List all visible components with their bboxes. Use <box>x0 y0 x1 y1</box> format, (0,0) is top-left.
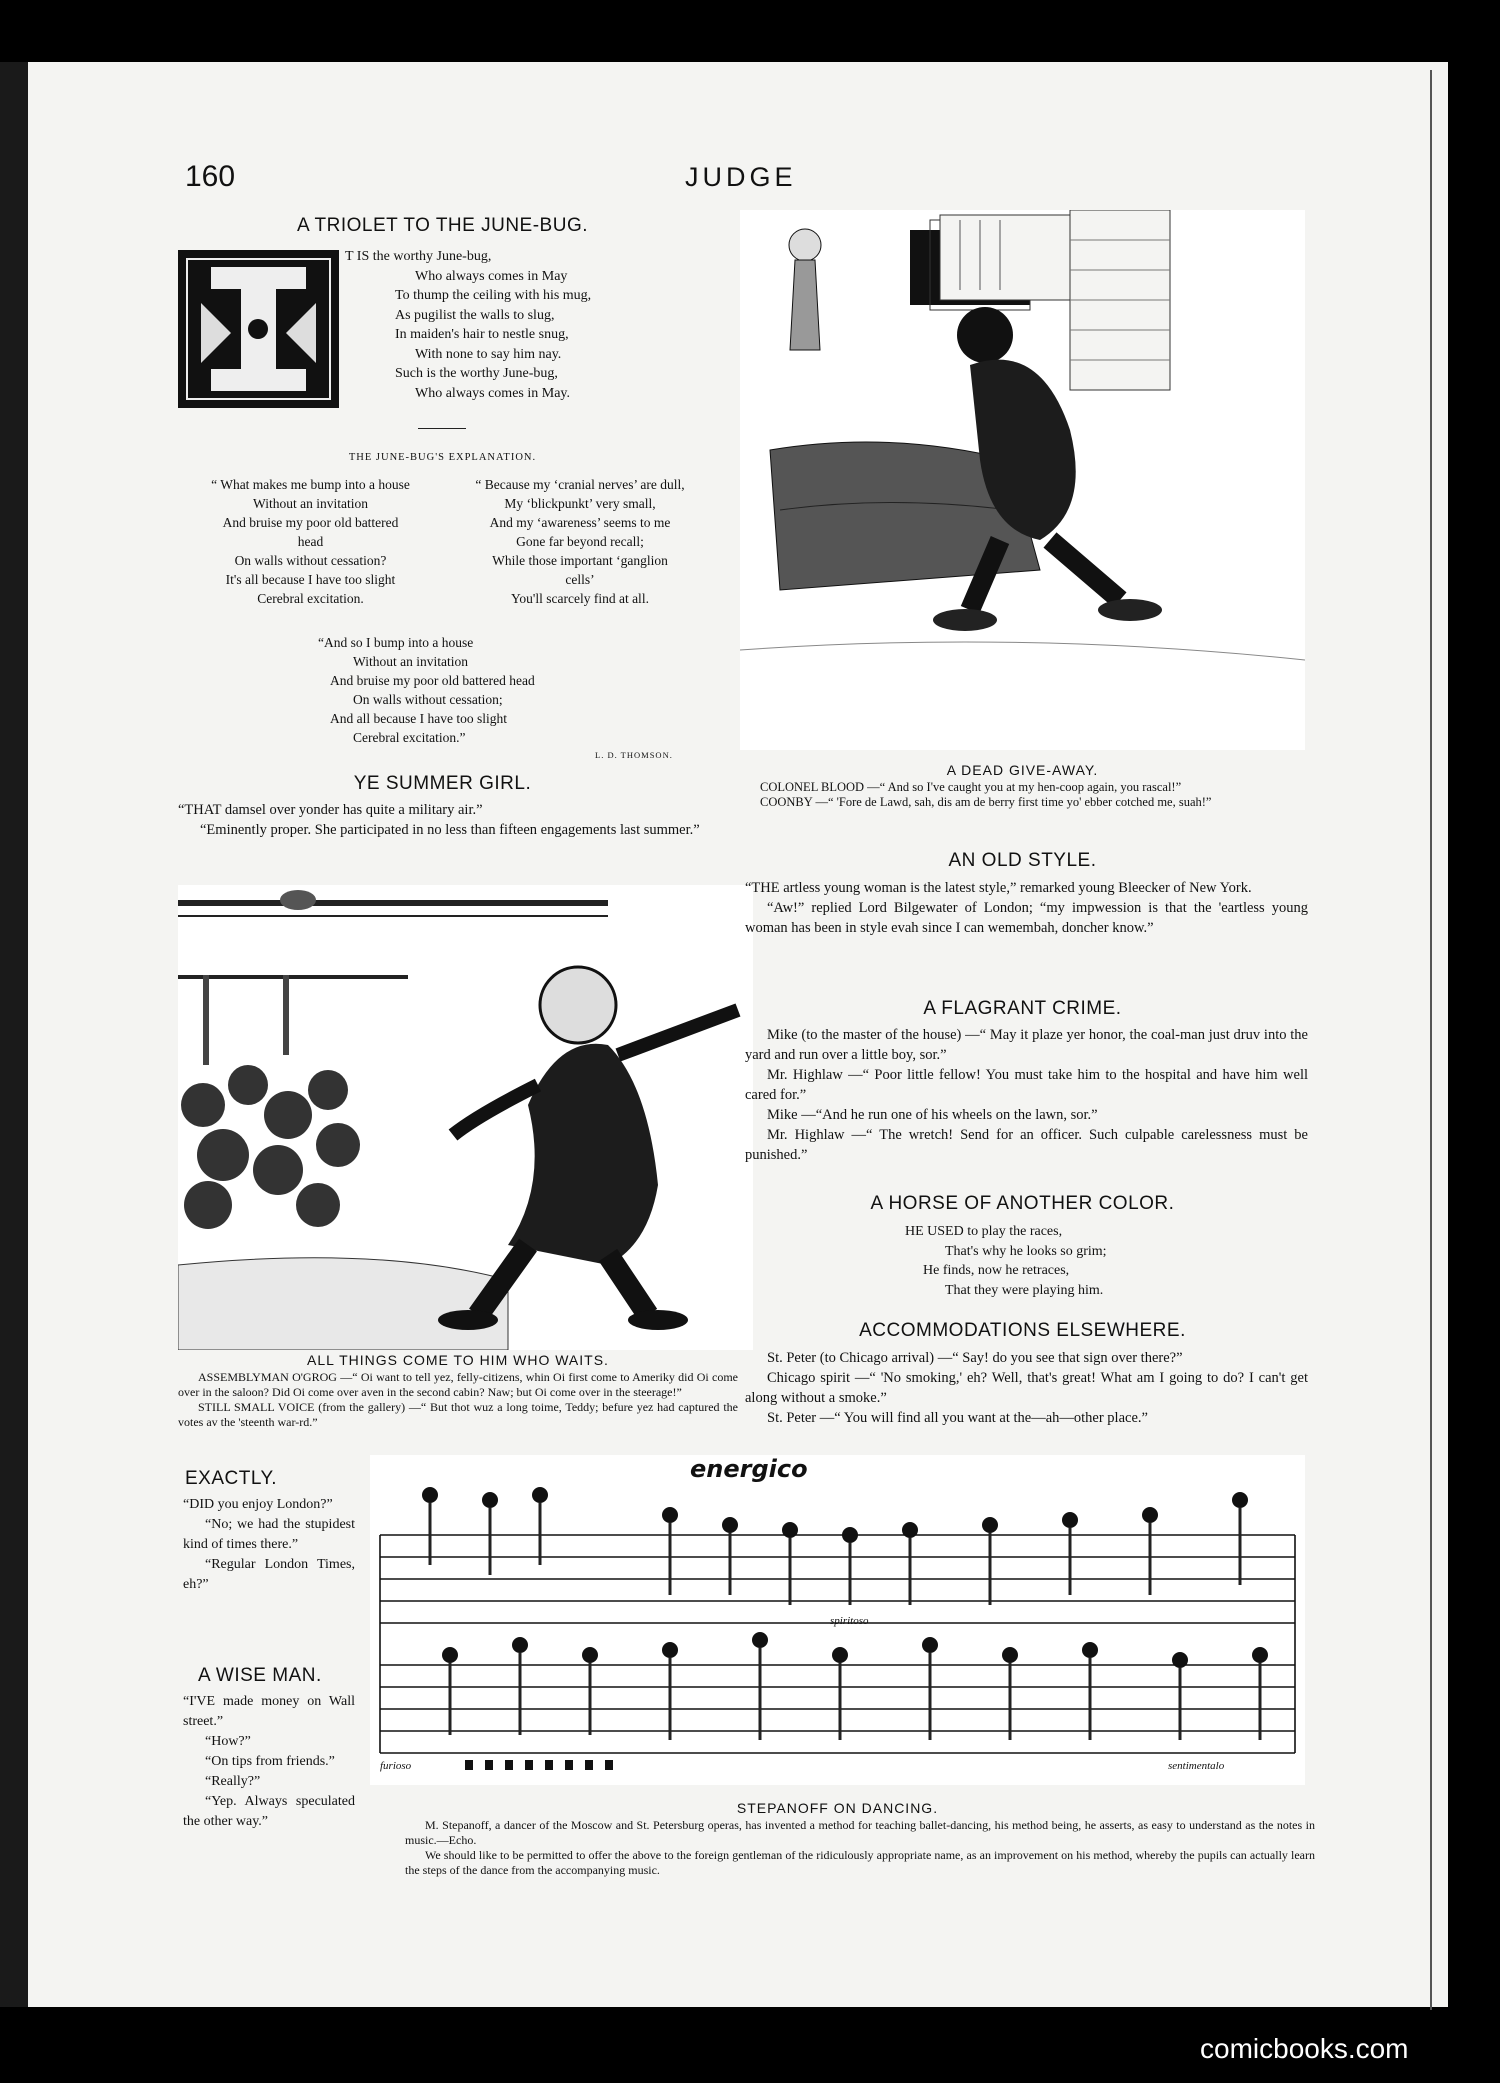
verse-line: On walls without cessation; <box>353 692 503 707</box>
accommodations-title: ACCOMMODATIONS ELSEWHERE. <box>859 1320 1186 1341</box>
verse-line: You'll scarcely find at all. <box>511 591 649 606</box>
caption-dead-giveaway: A DEAD GIVE-AWAY. <box>946 762 1099 778</box>
page-number: 160 <box>185 160 236 193</box>
paragraph: Mr. Highlaw —“ Poor little fellow! You must take him to the hospital and have him well cared for.” <box>745 1067 1308 1103</box>
verse-line: Without an invitation <box>353 654 468 669</box>
verse-line: On walls without cessation? <box>234 553 387 568</box>
verse-line: “ What makes me bump into a house <box>211 477 410 492</box>
paragraph: “Really?” <box>205 1774 261 1789</box>
summer-girl-title: YE SUMMER GIRL. <box>353 773 532 794</box>
verse-line: And all because I have too slight <box>330 711 507 726</box>
paragraph: “Aw!” replied Lord Bilgewater of London; “my impwession is that the 'eartless young woman has been in style evah since I can wemembah, doncher know.” <box>745 900 1308 936</box>
paragraph: “Eminently proper. She participated in no less than fifteen engagements last summer.” <box>200 822 700 838</box>
flagrant-crime-text <box>745 1025 1308 1165</box>
verse-line: Cerebral excitation. <box>257 591 364 606</box>
verse-line: Such is the worthy June-bug, <box>395 366 558 381</box>
paragraph: We should like to be permitted to offer the above to the foreign gentleman of the ridiculously appropriate name, as an improvement on his method, whereby the pupils can actually learn the steps of the dance from the accompanying music. <box>405 1848 1315 1877</box>
illustration-assemblyman-speech <box>178 885 753 1350</box>
all-things-dialogue <box>178 1370 738 1430</box>
paragraph: “Regular London Times, eh?” <box>183 1557 355 1592</box>
ornamental-dropcap-i <box>178 250 339 408</box>
paragraph: St. Peter —“ You will find all you want at the—ah—other place.” <box>767 1410 1148 1426</box>
verse-line: Without an invitation <box>253 496 368 511</box>
paragraph: ASSEMBLYMAN O'GROG —“ Oi want to tell yez, felly-citizens, whin Oi first come to Ameriky did Oi come over in the saloon? Did Oi come over aven in the second cabin? Naw; but Oi come over in the steerage!” <box>178 1370 738 1399</box>
paragraph: Mike —“And he run one of his wheels on the lawn, sor.” <box>767 1107 1098 1123</box>
paragraph: “On tips from friends.” <box>205 1754 335 1769</box>
verse-line: Gone far beyond recall; <box>516 534 644 549</box>
triolet-verse <box>345 247 675 403</box>
verse-line: Who always comes in May. <box>415 385 570 401</box>
paragraph: Mike (to the master of the house) —“ May it plaze yer honor, the coal-man just druv into the yard and run over a little boy, sor.” <box>745 1027 1308 1063</box>
verse-line: In maiden's hair to nestle snug, <box>395 327 569 342</box>
paragraph: Chicago spirit —“ 'No smoking,' eh? Well, that's great! What am I going to do? I can't get along without a smoke.” <box>745 1370 1308 1406</box>
verse-line: HE USED to play the races, <box>905 1224 1063 1239</box>
triolet-title: A TRIOLET TO THE JUNE-BUG. <box>296 215 589 236</box>
verse-line: head <box>297 534 324 549</box>
paragraph: “THAT damsel over yonder has quite a military air.” <box>178 802 483 818</box>
summer-girl-text <box>178 800 733 840</box>
paragraph: COLONEL BLOOD —“ And so I've caught you at my hen-coop again, you rascal!” <box>760 780 1182 794</box>
verse-line: While those important ‘ganglion <box>492 553 668 568</box>
verse-line: As pugilist the walls to slug, <box>395 307 555 323</box>
exactly-text <box>183 1495 355 1595</box>
wise-man-text <box>183 1692 355 1832</box>
label-spiritoso: spiritoso <box>830 1615 869 1627</box>
author-credit: L. D. THOMSON. <box>595 750 673 760</box>
paragraph: “THE artless young woman is the latest style,” remarked young Bleecker of New York. <box>745 880 1252 896</box>
paragraph: “Yep. Always speculated the other way.” <box>183 1794 355 1829</box>
verse-line: That they were playing him. <box>945 1282 1104 1298</box>
explanation-right-col <box>440 475 720 608</box>
masthead-title: JUDGE <box>685 162 797 192</box>
caption-all-things: ALL THINGS COME TO HIM WHO WAITS. <box>307 1352 609 1368</box>
paragraph: M. Stepanoff, a dancer of the Moscow and St. Petersburg operas, has invented a method for teaching ballet-dancing, his method being, he asserts, as easy to understand as the notes in music.—Echo. <box>405 1818 1315 1847</box>
verse-line: Who always comes in May <box>415 268 568 284</box>
wise-man-title: A WISE MAN. <box>198 1665 322 1686</box>
caption-stepanoff: STEPANOFF ON DANCING. <box>736 1800 939 1816</box>
label-energico: energico <box>690 1455 808 1483</box>
explanation-closing <box>318 633 638 747</box>
paragraph: Mr. Highlaw —“ The wretch! Send for an officer. Such culpable carelessness must be punished.” <box>745 1127 1308 1163</box>
stepanoff-text <box>405 1818 1315 1878</box>
old-style-text <box>745 878 1308 938</box>
page-gutter-line <box>1430 70 1432 2010</box>
verse-line: cells’ <box>565 572 595 587</box>
verse-line: And bruise my poor old battered <box>222 515 399 530</box>
site-watermark: comicbooks.com <box>1200 2033 1409 2064</box>
explanation-title: THE JUNE-BUG'S EXPLANATION. <box>348 452 537 463</box>
divider-rule <box>418 428 466 429</box>
verse-line: And my ‘awareness’ seems to me <box>489 515 671 530</box>
flagrant-crime-title: A FLAGRANT CRIME. <box>923 998 1122 1019</box>
old-style-title: AN OLD STYLE. <box>948 850 1097 871</box>
label-furioso: furioso <box>380 1760 412 1772</box>
verse-line: “ Because my ‘cranial nerves’ are dull, <box>475 477 685 492</box>
label-sentimentalo: sentimentalo <box>1168 1760 1225 1772</box>
dead-giveaway-dialogue <box>740 780 1305 810</box>
illustration-dead-giveaway <box>740 210 1305 750</box>
illustration-stepanoff-music <box>370 1455 1305 1785</box>
horse-title: A HORSE OF ANOTHER COLOR. <box>870 1193 1175 1214</box>
verse-line: My ‘blickpunkt’ very small, <box>504 496 656 511</box>
accommodations-text <box>745 1348 1308 1428</box>
paragraph: COONBY —“ 'Fore de Lawd, sah, dis am de berry first time yo' ebber cotched me, suah!” <box>760 795 1212 809</box>
paragraph: “I'VE made money on Wall street.” <box>183 1694 355 1729</box>
paragraph: “No; we had the stupidest kind of times there.” <box>183 1517 355 1552</box>
exactly-title: EXACTLY. <box>185 1468 278 1489</box>
paragraph: “DID you enjoy London?” <box>183 1497 333 1512</box>
verse-line: Cerebral excitation.” <box>353 730 466 745</box>
explanation-left-col <box>178 475 443 608</box>
verse-line: And bruise my poor old battered head <box>330 673 535 688</box>
horse-verse <box>905 1222 1205 1300</box>
paragraph: STILL SMALL VOICE (from the gallery) —“ But thot wuz a long toime, Teddy; befure yez had captured the votes av the 'steenth war-rd.” <box>178 1400 738 1429</box>
verse-line: It's all because I have too slight <box>225 572 396 587</box>
page-left-edge <box>0 62 28 2007</box>
verse-line: “And so I bump into a house <box>318 635 474 650</box>
paragraph: St. Peter (to Chicago arrival) —“ Say! do you see that sign over there?” <box>767 1350 1183 1366</box>
verse-line: With none to say him nay. <box>415 346 562 362</box>
verse-line: He finds, now he retraces, <box>923 1263 1070 1278</box>
verse-line: That's why he looks so grim; <box>945 1243 1107 1259</box>
verse-line: To thump the ceiling with his mug, <box>395 288 592 303</box>
verse-line: T IS the worthy June-bug, <box>345 249 492 264</box>
paragraph: “How?” <box>205 1734 251 1749</box>
